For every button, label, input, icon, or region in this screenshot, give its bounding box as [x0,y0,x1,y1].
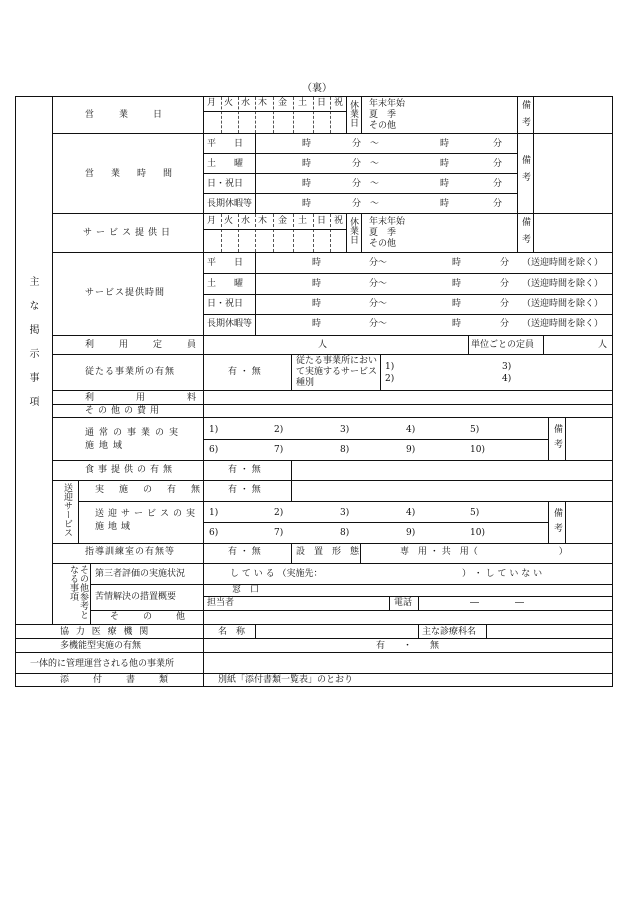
day-tue: 火 [224,216,234,226]
side-col-line [52,96,53,624]
attached-label: 添 付 書 類 [60,675,171,685]
holiday-label: 休業日 [348,217,358,244]
attached-value: 別紙「添付書類一覧表」のとおり [218,675,354,685]
hour-unit: 時 [440,199,450,209]
minute-unit: 分 [493,139,503,149]
minute-unit: 分～ [369,319,388,329]
day-tue: 火 [224,98,234,108]
setup-form-label: 設 置 形 態 [296,547,360,557]
svc-num: 3) [502,362,512,372]
row-line [15,638,613,639]
business-hours-label: 営 業 時 間 [85,169,177,179]
day-sun: 日 [317,98,327,108]
minute-unit: 分～ [369,279,388,289]
area-number: 4) [406,425,416,435]
hours-row-label: 日・祝日 [207,299,244,309]
business-days-label: 営 業 日 [85,110,171,120]
area-number: 6) [209,528,219,538]
remarks-label: 備考 [552,508,562,538]
integrated-label: 一体的に管理運営される他の事業所 [30,659,175,669]
training-room-yesno: 有 ・ 無 [228,547,261,557]
person-in-charge-label: 担当者 [207,598,235,608]
side-label: 主な掲示事項 [27,276,38,420]
day-hol: 祝 [334,216,344,226]
hours-row-label: 長期休暇等 [207,319,253,329]
fee-label: 利 用 料 [85,393,205,403]
minute-unit: 分 ～ [352,159,380,169]
day-sat: 土 [298,216,308,226]
row-line [52,543,613,544]
row-line [52,480,613,481]
hour-unit: 時 [452,319,462,329]
day-sat: 土 [298,98,308,108]
remarks-label: 備考 [552,424,562,454]
minute-unit: 分～ [369,299,388,309]
area-number: 8) [340,528,350,538]
svc-num: 4) [502,374,512,384]
svc-num: 1) [385,362,395,372]
holiday-label: 休業日 [348,100,358,127]
border-left [15,96,16,687]
hours-row-label: 平 日 [207,139,244,149]
remarks-label: 備考 [520,155,530,189]
hours-row-label: 土 曜 [207,159,244,169]
capacity-label: 利 用 定 員 [85,340,205,350]
label-col-line [203,96,204,687]
hour-unit: 時 [302,159,312,169]
area-number: 9) [406,445,416,455]
row-line [15,673,613,674]
phone-dash: ― ― [470,598,525,608]
service-hours-label: サービス提供時間 [85,288,166,298]
hours-row-label: 日・祝日 [207,179,244,189]
hospital-dept-label: 主な診療科名 [422,627,477,637]
row-line [52,404,613,405]
border-bottom [15,686,613,687]
area-number: 9) [406,528,416,538]
hospital-name-label: 名 称 [218,627,246,637]
page-header: （裏） [302,83,332,94]
meal-yesno: 有 ・ 無 [228,465,261,475]
holiday-item: 夏 季 [369,110,397,120]
unit-capacity-unit: 人 [598,340,608,350]
hour-unit: 時 [302,179,312,189]
minute-unit: 分 ～ [352,199,380,209]
row-line [52,335,613,336]
area-number: 5) [470,508,480,518]
minute-unit: 分～ [369,258,388,268]
hours-row-label: 土 曜 [207,279,244,289]
holiday-item: その他 [369,121,397,131]
area-number: 7) [274,528,284,538]
day-thu: 木 [258,216,268,226]
hour-unit: 時 [452,258,462,268]
holiday-item: 年末年始 [369,99,406,109]
minute-unit: 分 [500,319,510,329]
window-label: 窓 口 [232,585,260,595]
hospital-label: 協 力 医 療 機 関 [60,627,151,637]
third-party-value: し て い る （実施先： ） ・ し て い な い [230,569,543,579]
area-number: 1) [209,508,219,518]
hour-unit: 時 [302,199,312,209]
main-service-label: 従たる事業所において実施するサービス種別 [296,356,378,388]
holiday-item: 年末年始 [369,217,406,227]
remarks-label: 備考 [520,217,530,251]
row-line [52,213,613,214]
transport-excl-note: （送迎時間を除く） [522,258,604,268]
remarks-label: 備考 [520,100,530,134]
border-right [612,96,613,687]
transport-group-label: 送迎サービス [62,483,72,537]
hour-unit: 時 [302,139,312,149]
minute-unit: 分 [493,159,503,169]
area-number: 8) [340,445,350,455]
hour-unit: 時 [312,258,322,268]
hour-unit: 時 [312,319,322,329]
area-number: 4) [406,508,416,518]
area-number: 2) [274,508,284,518]
row-line [52,417,613,418]
minute-unit: 分 [500,279,510,289]
day-sun: 日 [317,216,327,226]
hour-unit: 時 [312,279,322,289]
hour-unit: 時 [452,299,462,309]
area-number: 3) [340,425,350,435]
row-line [52,252,613,253]
area-number: 7) [274,445,284,455]
holiday-item: 夏 季 [369,228,397,238]
minute-unit: 分 [500,258,510,268]
day-mon: 月 [207,98,217,108]
transport-area-label: 送迎サービスの実施地域 [95,509,200,532]
training-room-label: 指導訓練室の有無等 [85,547,176,557]
holiday-item: その他 [369,239,397,249]
other-ref-label: その他参考となる事項 [68,565,88,619]
day-thu: 木 [258,98,268,108]
area-number: 10) [470,528,485,538]
main-office-label: 従たる事業所の有無 [85,367,176,377]
row-line [52,390,613,391]
hours-row-label: 長期休暇等 [207,199,253,209]
capacity-unit: 人 [318,340,328,350]
hour-unit: 時 [312,299,322,309]
other-label: そ の 他 [110,612,188,622]
minute-unit: 分 [500,299,510,309]
other-cost-label: その他の費用 [85,406,164,416]
hour-unit: 時 [440,179,450,189]
row-line [52,354,613,355]
area-number: 2) [274,425,284,435]
area-number: 3) [340,508,350,518]
hours-row-label: 平 日 [207,258,244,268]
transport-excl-note: （送迎時間を除く） [522,319,604,329]
area-label: 通常の事業の実施地域 [85,428,184,451]
row-line [15,652,613,653]
area-number: 5) [470,425,480,435]
complaint-label: 苦情解決の措置概要 [95,592,177,602]
day-fri: 金 [278,216,288,226]
border-top [15,96,613,97]
minute-unit: 分 [493,199,503,209]
row-line [52,460,613,461]
day-mon: 月 [207,216,217,226]
minute-unit: 分 [493,179,503,189]
hour-unit: 時 [440,139,450,149]
transport-excl-note: （送迎時間を除く） [522,299,604,309]
main-office-yesno: 有 ・ 無 [228,367,261,377]
meal-label: 食事提供の有無 [85,465,177,475]
setup-form-value: 専 用 ・ 共 用（ ） [400,547,568,557]
day-hol: 祝 [334,98,344,108]
row-line [52,563,613,564]
area-number: 6) [209,445,219,455]
day-fri: 金 [278,98,288,108]
minute-unit: 分 ～ [352,179,380,189]
area-number: 10) [470,445,485,455]
minute-unit: 分 ～ [352,139,380,149]
svc-num: 2) [385,374,395,384]
multi-label: 多機能型実施の有無 [60,641,142,651]
area-number: 1) [209,425,219,435]
transport-exec-label: 実 施 の 有 無 [95,485,204,495]
day-wed: 水 [241,216,251,226]
unit-capacity-label: 単位ごとの定員 [471,340,535,350]
transport-exec-yesno: 有 ・ 無 [228,485,261,495]
service-days-label: サービス提供日 [83,228,175,238]
phone-label: 電話 [394,598,413,608]
third-party-label: 第三者評価の実施状況 [95,569,186,579]
day-wed: 水 [241,98,251,108]
row-line [15,624,613,625]
hour-unit: 時 [452,279,462,289]
transport-excl-note: （送迎時間を除く） [522,279,604,289]
hour-unit: 時 [440,159,450,169]
multi-value: 有 ・ 無 [376,641,440,651]
